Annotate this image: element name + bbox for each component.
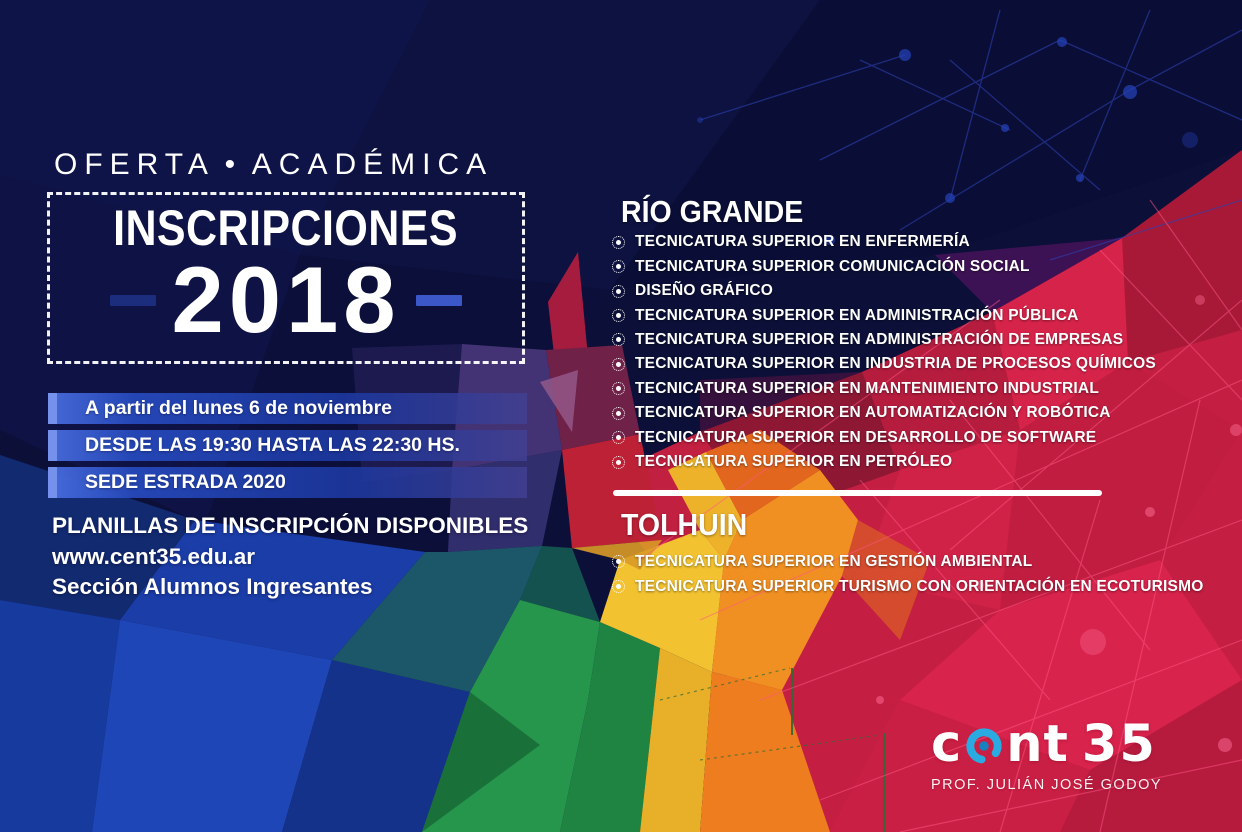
course-label: TECNICATURA SUPERIOR COMUNICACIÓN SOCIAL (635, 257, 1030, 275)
course-label: TECNICATURA SUPERIOR EN ADMINISTRACIÓN PÚBLICA (635, 306, 1079, 324)
brand-block (931, 715, 1163, 793)
target-bullet-icon (612, 260, 625, 273)
course-label: TECNICATURA SUPERIOR EN GESTIÓN AMBIENTAL (635, 552, 1033, 570)
course-label: TECNICATURA SUPERIOR EN ENFERMERÍA (635, 233, 970, 251)
title-box (47, 192, 525, 364)
year-row (110, 247, 461, 352)
target-bullet-icon (612, 333, 625, 346)
section-divider (613, 490, 1102, 496)
info-bar-venue-label: SEDE ESTRADA 2020 (85, 471, 286, 493)
brand-tagline: PROF. JULIÁN JOSÉ GODOY (931, 777, 1163, 793)
website-url: www.cent35.edu.ar (52, 543, 255, 569)
target-bullet-icon (612, 236, 625, 249)
course-item (612, 426, 1156, 450)
course-item (612, 279, 1156, 303)
course-label: TECNICATURA SUPERIOR EN INDUSTRIA DE PROCESOS QUÍMICOS (635, 355, 1156, 373)
course-label: DISEÑO GRÁFICO (635, 282, 774, 300)
logo-letter-c: c (931, 715, 963, 774)
target-bullet-icon (612, 555, 625, 568)
section-title-tolhuin: TOLHUIN (621, 507, 748, 542)
target-bullet-icon (612, 285, 625, 298)
info-bar-hours (48, 430, 527, 461)
course-label: TECNICATURA SUPERIOR TURISMO CON ORIENTACIÓN EN ECOTURISMO (635, 577, 1204, 595)
target-bullet-icon (612, 358, 625, 371)
logo-letters-nt: nt (1006, 715, 1069, 774)
rio-grande-course-list (612, 230, 1156, 474)
info-bar-venue (48, 467, 527, 498)
year-dash-right (416, 295, 462, 306)
info-bar-start-date (48, 393, 527, 424)
eyebrow-text: OFERTA • ACADÉMICA (54, 148, 494, 181)
poster-title: INSCRIPCIONES (113, 200, 459, 256)
course-item (612, 328, 1156, 352)
availability-heading: PLANILLAS DE INSCRIPCIÓN DISPONIBLES (52, 513, 529, 538)
logo-number: 35 (1081, 715, 1157, 774)
course-item (612, 549, 1203, 574)
target-bullet-icon (612, 580, 625, 593)
target-bullet-icon (612, 456, 625, 469)
info-bar-hours-label: DESDE LAS 19:30 HASTA LAS 22:30 HS. (85, 434, 460, 456)
course-item (612, 401, 1156, 425)
availability-block (52, 511, 528, 603)
course-item (612, 230, 1156, 254)
course-item (612, 303, 1156, 327)
course-label: TECNICATURA SUPERIOR EN DESARROLLO DE SOFTWARE (635, 428, 1097, 446)
course-item (612, 574, 1203, 599)
course-item (612, 352, 1156, 376)
tolhuin-course-list (612, 549, 1203, 599)
course-label: TECNICATURA SUPERIOR EN PETRÓLEO (635, 453, 953, 471)
target-bullet-icon (612, 407, 625, 420)
course-item (612, 450, 1156, 474)
course-label: TECNICATURA SUPERIOR EN AUTOMATIZACIÓN Y ROBÓTICA (635, 404, 1111, 422)
poster-year: 2018 (171, 247, 401, 352)
section-title-rio-grande: RÍO GRANDE (621, 194, 804, 229)
course-item (612, 254, 1156, 278)
cent35-logo (931, 715, 1162, 774)
course-label: TECNICATURA SUPERIOR EN MANTENIMIENTO INDUSTRIAL (635, 379, 1099, 397)
course-label: TECNICATURA SUPERIOR EN ADMINISTRACIÓN DE EMPRESAS (635, 330, 1124, 348)
info-bar-start-date-label: A partir del lunes 6 de noviembre (85, 397, 393, 419)
availability-subheading: Sección Alumnos Ingresantes (52, 574, 373, 599)
year-dash-left (110, 295, 156, 306)
target-bullet-icon (612, 431, 625, 444)
course-item (612, 377, 1156, 401)
logo-e-swirl-icon (963, 725, 1005, 767)
target-bullet-icon (612, 382, 625, 395)
target-bullet-icon (612, 309, 625, 322)
